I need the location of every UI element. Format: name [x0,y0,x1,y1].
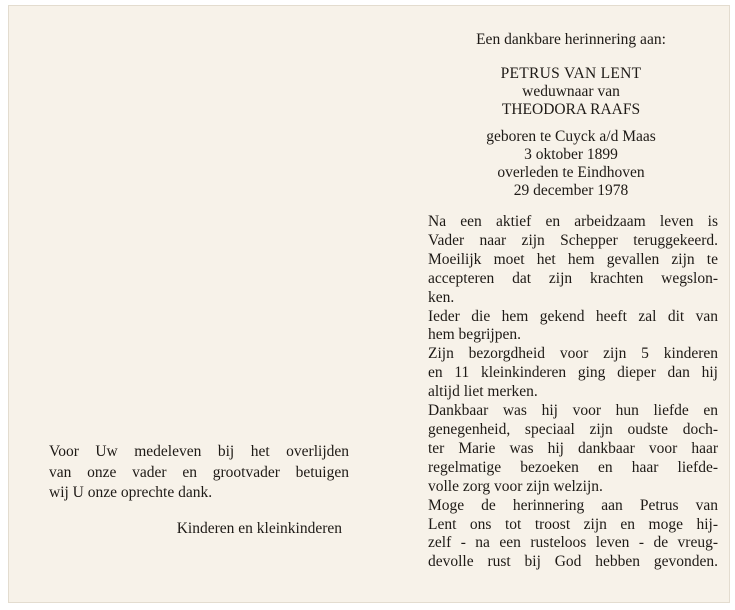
text-line: regelmatige bezoeken en haar liefde- [428,458,718,476]
memorial-card [8,5,730,603]
thanks-message [49,442,349,504]
text-line: volle zorg voor zijn welzijn. [428,477,603,495]
birth-date: 3 oktober 1899 [524,145,618,163]
death-place: overleden te Eindhoven [497,163,645,181]
text-line: ter Marie was hij dankbaar voor haar [428,439,718,457]
death-date: 29 december 1978 [513,181,629,199]
thanks-line: wij U onze oprechte dank. [49,484,213,501]
memorial-header [421,30,721,200]
text-line: zelf - na een rusteloos leven - de vreug- [428,534,718,552]
signature: Kinderen en kleinkinderen [176,520,342,537]
text-line: en 11 kleinkinderen ging dieper dan hij [428,364,718,382]
text-line: genegenheid, speciaal zijn oudste doch- [428,420,718,438]
text-line: Moge de herinnering aan Petrus van [428,496,718,514]
thanks-line: van onze vader en grootvader betuigen [49,463,349,481]
text-line: Lent ons tot troost zijn en moge hij- [428,515,718,533]
text-line: Zijn bezorgdheid voor zijn 5 kinderen [428,345,718,363]
text-line: Ieder die hem gekend heeft zal dit van [428,307,718,325]
birth-place: geboren te Cuyck a/d Maas [486,128,656,145]
text-line: Na een aktief en arbeidzaam leven is [428,213,718,230]
text-line: devolle rust bij God hebben gevonden. [428,553,718,571]
text-line: Moeilijk moet het hem gevallen zijn te [428,250,718,268]
spouse-name: THEODORA RAAFS [501,101,641,118]
thanks-line: Voor Uw medeleven bij het overlijden [49,443,349,460]
memorial-text [428,213,718,572]
intro-line: Een dankbare herinnering aan: [476,31,666,48]
text-line: Dankbaar was hij voor hun liefde en [428,402,718,420]
deceased-name: PETRUS VAN LENT [500,65,642,82]
text-line: accepteren dat zijn krachten wegslon- [428,269,718,287]
text-line: hem begrijpen. [428,326,521,344]
text-line: Vader naar zijn Schepper teruggekeerd. [428,231,718,249]
text-line: ken. [428,288,455,306]
text-line: altijd liet merken. [428,383,538,401]
relation-line: weduwnaar van [522,83,620,100]
